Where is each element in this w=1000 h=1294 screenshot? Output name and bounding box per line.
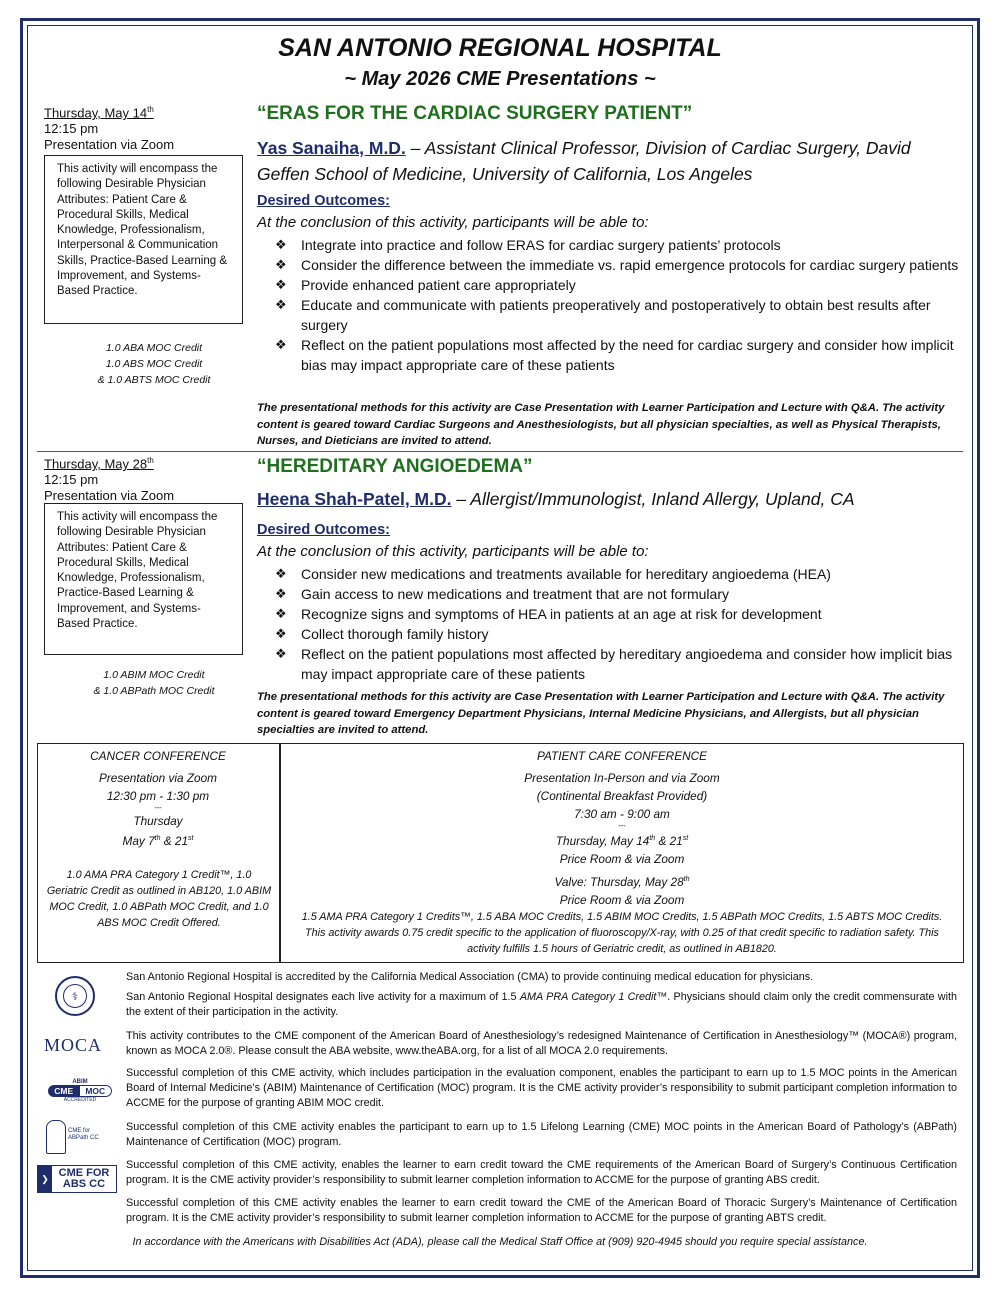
list-item: ❖ Integrate into practice and follow ERAS for cardiac surgery patients’ protocols	[275, 237, 781, 253]
credit-line: 1.0 ABA MOC Credit	[105, 342, 203, 354]
diamond-bullet-icon: ❖	[275, 626, 287, 641]
conferences-divider	[279, 743, 281, 963]
list-item: ❖ Recognize signs and symptoms of HEA in patients at an age at risk for development	[275, 606, 822, 622]
session1-format: Presentation via Zoom	[44, 137, 175, 153]
credit-line: 1.0 ABIM MOC Credit	[103, 669, 205, 681]
diamond-bullet-icon: ❖	[275, 257, 287, 272]
session2-methods: The presentational methods for this activity are Case Presentation with Learner Participation and Lecture with Q&A. The activity content is geared toward Emergency Department Physicians, Internal Medicine Physicians, and Allergists, but all physician specialties are invited to attend.	[257, 691, 945, 736]
list-item: ❖ Reflect on the patient populations most affected by hereditary angioedema and consider how implicit bias may impact appropriate care of these patients	[275, 646, 953, 682]
abim-cme-moc-logo: ABIM CME MOC ACCREDITED	[48, 1079, 112, 1103]
list-item: ❖ Consider new medications and treatments available for hereditary angioedema (HEA)	[275, 566, 831, 582]
credit-line: 1.0 ABS MOC Credit	[105, 358, 203, 370]
session1-speaker	[257, 135, 963, 187]
list-item: ❖ Consider the difference between the immediate vs. rapid emergence protocols for cardiac surgery patients	[275, 257, 959, 273]
cancer-conference-credits: 1.0 AMA PRA Category 1 Credit™, 1.0 Geriatric Credit as outlined in AB120, 1.0 ABIM MOC Credit, 1.0 ABPath MOC Credit, and 1.0 ABS MOC Credit Offered.	[46, 869, 272, 929]
session1-attributes-box	[44, 155, 243, 324]
hospital-title: SAN ANTONIO REGIONAL HOSPITAL	[278, 34, 722, 62]
abs-cc-logo: ❯ CME FOR ABS CC	[37, 1165, 117, 1193]
cancer-conference-dates: May 7th & 21st	[122, 833, 194, 848]
cancer-conference-day: Thursday	[133, 814, 183, 828]
ada-footer: In accordance with the Americans with Disabilities Act (ADA), please call the Medical Staff Office at (909) 920-4945 should you require special assistance.	[132, 1236, 868, 1248]
session1-time: 12:15 pm	[44, 121, 99, 137]
session1-meta: Thursday, May 14th 12:15 pm Presentation via Zoom	[44, 102, 244, 153]
diamond-bullet-icon: ❖	[275, 586, 287, 601]
session2-date: Thursday, May 28	[44, 456, 148, 472]
diamond-bullet-icon: ❖	[275, 606, 287, 621]
patient-conference-loc1: Price Room & via Zoom	[559, 851, 685, 866]
separator: ---	[154, 805, 162, 812]
accreditation-moca: This activity contributes to the CME component of the American Board of Anesthesiology’s redesigned Maintenance of Certification in Anesthesiology™ (MOCA®) program, known as MOCA 2.0®. Please consult the ABA website, www.theABA.org, for a list of all MOCA 2.0 requirements.	[126, 1030, 957, 1057]
cancer-conference	[40, 747, 276, 850]
session2-outcomes-heading: Desired Outcomes:	[257, 522, 390, 538]
patient-conference-format: Presentation In-Person and via Zoom	[524, 771, 720, 785]
session1-conclusion: At the conclusion of this activity, participants will be able to:	[257, 214, 649, 231]
diamond-bullet-icon: ❖	[275, 566, 287, 581]
accreditation-cma: San Antonio Regional Hospital is accredited by the California Medical Association (CMA) to provide continuing medical education for physicians.	[126, 971, 814, 983]
session2-conclusion: At the conclusion of this activity, participants will be able to:	[257, 543, 649, 560]
session2-speaker-desc: – Allergist/Immunologist, Inland Allergy, Upland, CA	[451, 489, 855, 509]
cancer-conference-time: 12:30 pm - 1:30 pm	[106, 789, 210, 803]
microscope-icon	[46, 1120, 66, 1154]
session2-speaker-name: Heena Shah-Patel, M.D.	[257, 489, 452, 509]
diamond-bullet-icon: ❖	[275, 337, 287, 352]
cma-seal-icon	[55, 976, 95, 1016]
session2-title: “HEREDITARY ANGIOEDEMA”	[257, 456, 533, 477]
list-item: ❖ Provide enhanced patient care appropriately	[275, 277, 576, 293]
page-subtitle: ~ May 2026 CME Presentations ~	[344, 68, 656, 90]
session1-outcomes-list	[257, 235, 962, 375]
section-divider	[37, 451, 963, 452]
diamond-bullet-icon: ❖	[275, 277, 287, 292]
session1-date: Thursday, May 14	[44, 105, 148, 121]
caduceus-icon: ⚕	[63, 984, 87, 1008]
list-item: ❖ Collect thorough family history	[275, 626, 489, 642]
accreditation-abim: Successful completion of this CME activity, which includes participation in the evaluation component, enables the participant to earn up to 1.5 MOC points in the American Board of Internal Medicine’s (ABIM) Maintenance of Certification (MOC) program. It is the CME activity provider’s responsibility to submit participant completion information to ACCME for the purpose of granting ABIM MOC credit.	[126, 1067, 957, 1109]
session1-outcomes-heading: Desired Outcomes:	[257, 193, 390, 209]
patient-conference-loc2: Price Room & via Zoom	[559, 892, 685, 907]
list-item: ❖ Educate and communicate with patients preoperatively and postoperatively to obtain best results after surgery	[275, 297, 931, 333]
credit-line: & 1.0 ABTS MOC Credit	[97, 374, 211, 386]
abpath-logo: CME for ABPath CC	[46, 1118, 100, 1156]
session2-format: Presentation via Zoom	[44, 488, 175, 504]
separator: ---	[618, 823, 626, 830]
patient-care-conference	[282, 747, 962, 909]
patient-conference-time: 7:30 am - 9:00 am	[574, 807, 670, 821]
session1-credits	[44, 340, 264, 388]
diamond-bullet-icon: ❖	[275, 237, 287, 252]
session2-attributes-box	[44, 503, 243, 655]
session1-title: “ERAS FOR THE CARDIAC SURGERY PATIENT”	[257, 103, 693, 124]
accreditation-abpath: Successful completion of this CME activity enables the participant to earn up to 1.5 Lifelong Learning (CME) MOC points in the American Board of Pathology’s (ABPath) Maintenance of Certification (MOC) program.	[126, 1121, 957, 1148]
patient-conference-breakfast: (Continental Breakfast Provided)	[536, 789, 708, 803]
patient-conference-credits: 1.5 AMA PRA Category 1 Credits™, 1.5 ABA MOC Credits, 1.5 ABIM MOC Credits, 1.5 ABPath MOC Credits, 1.5 ABTS MOC Credits. This activity awards 0.75 credit specific to the application of fluoroscopy/X-ray, with 0.25 of that credit specific to radiation safety. This activity fulfills 1.5 hours of Geriatric credit, as outlined in AB1820.	[301, 911, 943, 955]
list-item: ❖ Reflect on the patient populations most affected by the need for cardiac surgery and consider how implicit bias may impact appropriate care of these patients	[275, 337, 954, 373]
session1-speaker-name: Yas Sanaiha, M.D.	[257, 138, 406, 158]
cancer-conference-format: Presentation via Zoom	[98, 771, 218, 785]
session2-outcomes-list	[257, 564, 962, 684]
patient-conference-date1: Thursday, May 14th & 21st	[555, 833, 689, 848]
session2-time: 12:15 pm	[44, 472, 99, 488]
list-item: ❖ Gain access to new medications and treatment that are not formulary	[275, 586, 729, 602]
accreditation-credit-designation: San Antonio Regional Hospital designates each live activity for a maximum of 1.5 AMA PRA Category 1 Credit™. Physicians should claim only the credit commensurate with the extent of their participation in the activity.	[126, 991, 957, 1018]
diamond-bullet-icon: ❖	[275, 297, 287, 312]
accreditation-abts: Successful completion of this CME activity enables the learner to earn credit toward the CME of the American Board of Thoracic Surgery’s Maintenance of Certification program. It is the CME activity provider’s responsibility to submit learner completion information to ACCME for the purpose of granting ABTS credit.	[126, 1197, 957, 1224]
patient-conference-date2: Valve: Thursday, May 28th	[554, 874, 690, 889]
session2-attributes: This activity will encompass the following Desirable Physician Attributes: Patient Care & Procedural Skills, Medical Knowledge, Professionalism, Practice-Based Learning & Improvement, and Systems-Based Practice.	[57, 511, 218, 631]
moca-logo: MOCA	[44, 1035, 103, 1055]
session2-meta: Thursday, May 28th 12:15 pm Presentation via Zoom	[44, 453, 244, 504]
credit-line: & 1.0 ABPath MOC Credit	[93, 685, 215, 697]
cancer-conference-heading: CANCER CONFERENCE	[90, 749, 226, 763]
session1-speaker-desc: – Assistant Clinical Professor, Division of Cardiac Surgery, David Geffen School of Medicine, University of California, Los Angeles	[257, 138, 911, 184]
session2-credits	[44, 667, 264, 699]
chevron-right-icon: ❯	[38, 1166, 52, 1192]
diamond-bullet-icon: ❖	[275, 646, 287, 661]
accreditation-abs: Successful completion of this CME activity, enables the learner to earn credit toward the CME requirements of the American Board of Surgery’s Continuous Certification program. It is the CME activity provider’s responsibility to submit learner completion information to ACCME for the purpose of granting ABS credit.	[126, 1159, 957, 1186]
session1-attributes: This activity will encompass the following Desirable Physician Attributes: Patient Care & Procedural Skills, Medical Knowledge, Professionalism, Interpersonal & Communication Skills, Practice-Based Learning & Improvement, and Systems-Based Practice.	[57, 163, 228, 298]
session1-methods: The presentational methods for this activity are Case Presentation with Learner Participation and Lecture with Q&A. The activity content is geared toward Cardiac Surgeons and Anesthesiologists, but all physician specialties, as well as Physical Therapists, Nurses, and Dieticians are invited to attend.	[257, 402, 945, 447]
patient-conference-heading: PATIENT CARE CONFERENCE	[537, 749, 707, 763]
session2-speaker	[257, 486, 963, 512]
